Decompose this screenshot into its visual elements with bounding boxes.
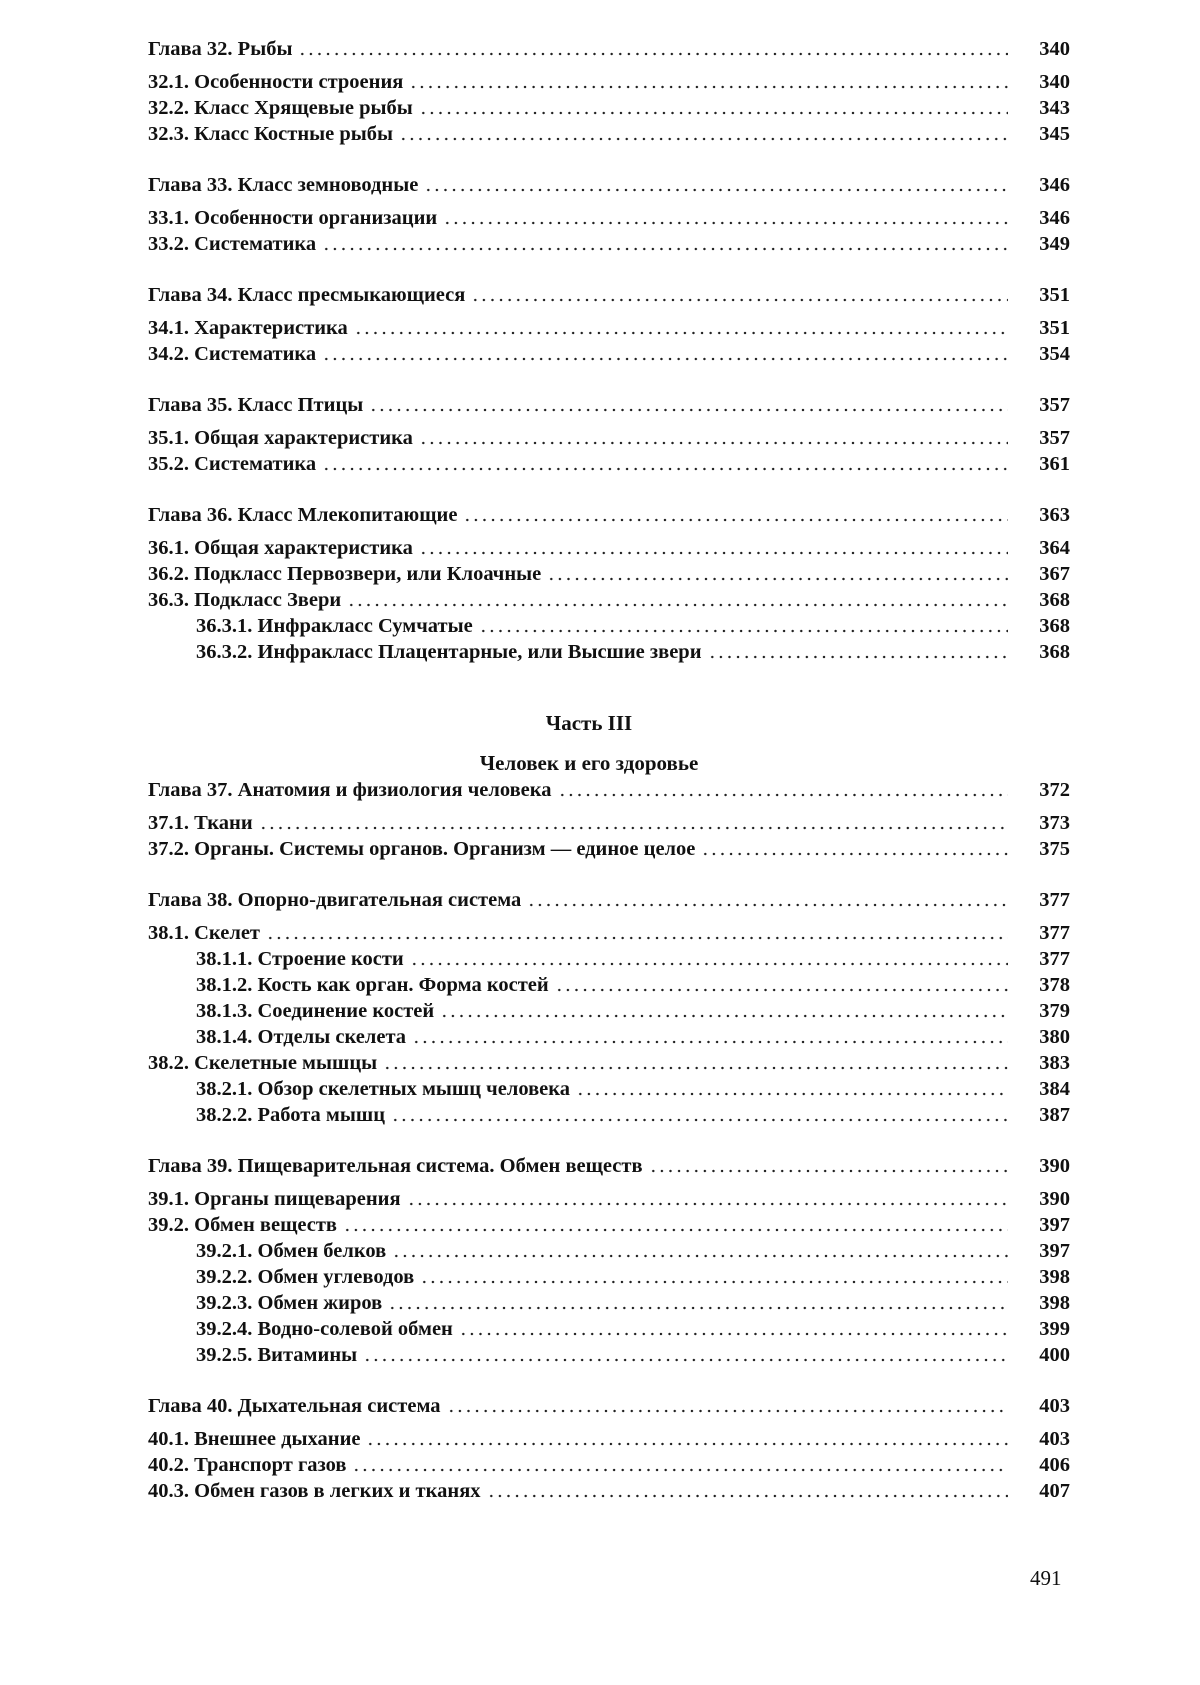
toc-section-entry bbox=[148, 69, 1070, 95]
dot-leader bbox=[419, 551, 1008, 555]
toc-entry-title: 35.2. Систематика bbox=[148, 453, 317, 475]
toc-entry-title: 38.2.2. Работа мышц bbox=[196, 1104, 386, 1126]
dot-leader bbox=[399, 137, 1008, 141]
toc-entry-page: 364 bbox=[1039, 537, 1070, 559]
table-of-contents bbox=[148, 36, 1070, 1504]
dot-leader bbox=[322, 247, 1008, 251]
toc-entry-title: 38.1.1. Строение кости bbox=[196, 948, 404, 970]
toc-section-entry bbox=[148, 1342, 1070, 1368]
toc-entry-page: 375 bbox=[1039, 838, 1070, 860]
toc-entry-page: 378 bbox=[1039, 974, 1070, 996]
toc-section-human bbox=[148, 777, 1070, 1504]
toc-section-entry bbox=[148, 1452, 1070, 1478]
toc-entry-title: Глава 39. Пищеварительная система. Обмен веществ bbox=[148, 1155, 643, 1177]
toc-section-entry bbox=[148, 998, 1070, 1024]
toc-entry-page: 351 bbox=[1039, 284, 1070, 306]
dot-leader bbox=[463, 518, 1008, 522]
toc-entry-title: Глава 35. Класс Птицы bbox=[148, 394, 364, 416]
toc-section-entry bbox=[148, 121, 1070, 147]
toc-section-entry bbox=[148, 1076, 1070, 1102]
toc-section-entry bbox=[148, 451, 1070, 477]
toc-section-entry bbox=[148, 1212, 1070, 1238]
toc-entry-page: 373 bbox=[1039, 812, 1070, 834]
dot-leader bbox=[440, 1014, 1008, 1018]
toc-section-entry bbox=[148, 1050, 1070, 1076]
toc-entry-title: 39.2.1. Обмен белков bbox=[196, 1240, 387, 1262]
toc-section-entry bbox=[148, 587, 1070, 613]
toc-entry-title: 39.1. Органы пищеварения bbox=[148, 1188, 401, 1210]
dot-leader bbox=[388, 1306, 1008, 1310]
toc-entry-page: 379 bbox=[1039, 1000, 1070, 1022]
toc-entry-title: 36.2. Подкласс Первозвери, или Клоачные bbox=[148, 563, 542, 585]
toc-section-entry bbox=[148, 946, 1070, 972]
toc-section-entry bbox=[148, 1102, 1070, 1128]
toc-section-entry bbox=[148, 972, 1070, 998]
toc-section-entry bbox=[148, 425, 1070, 451]
toc-chapter-entry bbox=[148, 1153, 1070, 1179]
toc-chapter-entry bbox=[148, 887, 1070, 913]
toc-chapter-entry bbox=[148, 502, 1070, 528]
toc-entry-page: 407 bbox=[1039, 1480, 1070, 1502]
toc-entry-page: 368 bbox=[1039, 641, 1070, 663]
dot-leader bbox=[412, 1040, 1008, 1044]
toc-entry-title: Глава 36. Класс Млекопитающие bbox=[148, 504, 458, 526]
toc-section-entry bbox=[148, 920, 1070, 946]
toc-section-entry bbox=[148, 810, 1070, 836]
toc-section-entry bbox=[148, 613, 1070, 639]
toc-entry-title: 32.2. Класс Хрящевые рыбы bbox=[148, 97, 413, 119]
toc-entry-page: 357 bbox=[1039, 427, 1070, 449]
toc-entry-page: 349 bbox=[1039, 233, 1070, 255]
dot-leader bbox=[391, 1118, 1008, 1122]
toc-section-entry bbox=[148, 1264, 1070, 1290]
dot-leader bbox=[352, 1468, 1008, 1472]
dot-leader bbox=[708, 655, 1008, 659]
toc-entry-title: 36.3.2. Инфракласс Плацентарные, или Высшие звери bbox=[196, 641, 702, 663]
toc-entry-title: 34.2. Систематика bbox=[148, 343, 317, 365]
toc-entry-page: 397 bbox=[1039, 1214, 1070, 1236]
dot-leader bbox=[407, 1202, 1008, 1206]
toc-entry-title: 39.2. Обмен веществ bbox=[148, 1214, 337, 1236]
toc-entry-page: 368 bbox=[1039, 589, 1070, 611]
dot-leader bbox=[701, 852, 1008, 856]
toc-chapter-entry bbox=[148, 36, 1070, 62]
toc-entry-page: 346 bbox=[1039, 207, 1070, 229]
toc-entry-title: 38.2. Скелетные мышцы bbox=[148, 1052, 378, 1074]
toc-entry-page: 363 bbox=[1039, 504, 1070, 526]
dot-leader bbox=[343, 1228, 1008, 1232]
toc-chapter-entry bbox=[148, 777, 1070, 803]
toc-section-entry bbox=[148, 836, 1070, 862]
toc-entry-title: 39.2.4. Водно-солевой обмен bbox=[196, 1318, 453, 1340]
toc-entry-title: 34.1. Характеристика bbox=[148, 317, 348, 339]
toc-section-entry bbox=[148, 1024, 1070, 1050]
toc-entry-page: 343 bbox=[1039, 97, 1070, 119]
page-number: 491 bbox=[1030, 1566, 1062, 1590]
toc-section-entry bbox=[148, 1238, 1070, 1264]
dot-leader bbox=[366, 1442, 1008, 1446]
dot-leader bbox=[558, 793, 1008, 797]
dot-leader bbox=[347, 603, 1008, 607]
dot-leader bbox=[447, 1409, 1008, 1413]
toc-entry-title: 39.2.5. Витамины bbox=[196, 1344, 358, 1366]
dot-leader bbox=[419, 441, 1008, 445]
dot-leader bbox=[322, 357, 1008, 361]
toc-section-animals bbox=[148, 36, 1070, 665]
toc-entry-page: 345 bbox=[1039, 123, 1070, 145]
toc-section-entry bbox=[148, 1290, 1070, 1316]
dot-leader bbox=[459, 1332, 1008, 1336]
toc-entry-title: 36.3.1. Инфракласс Сумчатые bbox=[196, 615, 473, 637]
toc-section-entry bbox=[148, 535, 1070, 561]
toc-entry-title: Глава 32. Рыбы bbox=[148, 38, 293, 60]
toc-entry-page: 367 bbox=[1039, 563, 1070, 585]
toc-entry-title: 36.3. Подкласс Звери bbox=[148, 589, 342, 611]
dot-leader bbox=[443, 221, 1008, 225]
toc-entry-title: 39.2.3. Обмен жиров bbox=[196, 1292, 383, 1314]
toc-entry-page: 346 bbox=[1039, 174, 1070, 196]
toc-entry-page: 377 bbox=[1039, 922, 1070, 944]
toc-entry-title: 38.2.1. Обзор скелетных мышц человека bbox=[196, 1078, 570, 1100]
toc-entry-title: 38.1.3. Соединение костей bbox=[196, 1000, 435, 1022]
toc-entry-title: Глава 37. Анатомия и физиология человека bbox=[148, 779, 552, 801]
toc-entry-page: 340 bbox=[1039, 71, 1070, 93]
dot-leader bbox=[298, 52, 1008, 56]
toc-section-entry bbox=[148, 341, 1070, 367]
toc-entry-page: 354 bbox=[1039, 343, 1070, 365]
toc-entry-page: 390 bbox=[1039, 1188, 1070, 1210]
toc-entry-title: Глава 38. Опорно-двигательная система bbox=[148, 889, 522, 911]
toc-chapter-entry bbox=[148, 172, 1070, 198]
dot-leader bbox=[419, 111, 1008, 115]
toc-entry-title: 40.3. Обмен газов в легких и тканях bbox=[148, 1480, 481, 1502]
dot-leader bbox=[424, 188, 1008, 192]
dot-leader bbox=[487, 1494, 1008, 1498]
toc-section-entry bbox=[148, 205, 1070, 231]
dot-leader bbox=[527, 903, 1008, 907]
toc-entry-page: 406 bbox=[1039, 1454, 1070, 1476]
toc-chapter-entry bbox=[148, 282, 1070, 308]
toc-entry-title: Глава 40. Дыхательная система bbox=[148, 1395, 441, 1417]
toc-entry-page: 340 bbox=[1039, 38, 1070, 60]
dot-leader bbox=[369, 408, 1008, 412]
dot-leader bbox=[409, 85, 1008, 89]
dot-leader bbox=[354, 331, 1008, 335]
toc-entry-title: 37.2. Органы. Системы органов. Организм — единое целое bbox=[148, 838, 696, 860]
toc-entry-page: 387 bbox=[1039, 1104, 1070, 1126]
toc-entry-page: 377 bbox=[1039, 889, 1070, 911]
dot-leader bbox=[410, 962, 1008, 966]
toc-entry-title: 33.1. Особенности организации bbox=[148, 207, 438, 229]
toc-entry-title: 38.1.4. Отделы скелета bbox=[196, 1026, 407, 1048]
dot-leader bbox=[547, 577, 1008, 581]
toc-entry-page: 383 bbox=[1039, 1052, 1070, 1074]
toc-entry-title: 32.3. Класс Костные рыбы bbox=[148, 123, 394, 145]
toc-entry-title: 38.1. Скелет bbox=[148, 922, 260, 944]
dot-leader bbox=[471, 298, 1008, 302]
toc-section-entry bbox=[148, 1426, 1070, 1452]
dot-leader bbox=[479, 629, 1008, 633]
toc-section-entry bbox=[148, 1186, 1070, 1212]
toc-entry-title: Глава 33. Класс земноводные bbox=[148, 174, 419, 196]
part-title: Часть III bbox=[545, 711, 633, 735]
toc-entry-page: 361 bbox=[1039, 453, 1070, 475]
toc-entry-title: 32.1. Особенности строения bbox=[148, 71, 404, 93]
toc-entry-page: 351 bbox=[1039, 317, 1070, 339]
toc-entry-page: 398 bbox=[1039, 1266, 1070, 1288]
toc-entry-page: 377 bbox=[1039, 948, 1070, 970]
part-heading bbox=[148, 709, 1070, 777]
toc-entry-title: 40.1. Внешнее дыхание bbox=[148, 1428, 361, 1450]
toc-section-entry bbox=[148, 1316, 1070, 1342]
toc-entry-title: 33.2. Систематика bbox=[148, 233, 317, 255]
toc-entry-page: 400 bbox=[1039, 1344, 1070, 1366]
toc-entry-page: 398 bbox=[1039, 1292, 1070, 1314]
toc-entry-title: Глава 34. Класс пресмыкающиеся bbox=[148, 284, 466, 306]
toc-chapter-entry bbox=[148, 1393, 1070, 1419]
toc-entry-page: 403 bbox=[1039, 1428, 1070, 1450]
dot-leader bbox=[576, 1092, 1008, 1096]
dot-leader bbox=[322, 467, 1008, 471]
toc-chapter-entry bbox=[148, 392, 1070, 418]
toc-entry-title: 35.1. Общая характеристика bbox=[148, 427, 413, 449]
toc-entry-page: 384 bbox=[1039, 1078, 1070, 1100]
toc-entry-page: 368 bbox=[1039, 615, 1070, 637]
dot-leader bbox=[266, 936, 1008, 940]
toc-section-entry bbox=[148, 95, 1070, 121]
toc-section-entry bbox=[148, 561, 1070, 587]
toc-entry-page: 380 bbox=[1039, 1026, 1070, 1048]
toc-entry-page: 357 bbox=[1039, 394, 1070, 416]
dot-leader bbox=[420, 1280, 1008, 1284]
toc-section-entry bbox=[148, 231, 1070, 257]
toc-entry-page: 372 bbox=[1039, 779, 1070, 801]
toc-entry-title: 39.2.2. Обмен углеводов bbox=[196, 1266, 415, 1288]
toc-entry-page: 397 bbox=[1039, 1240, 1070, 1262]
dot-leader bbox=[392, 1254, 1008, 1258]
toc-entry-title: 38.1.2. Кость как орган. Форма костей bbox=[196, 974, 549, 996]
dot-leader bbox=[259, 826, 1008, 830]
dot-leader bbox=[363, 1358, 1008, 1362]
toc-entry-title: 40.2. Транспорт газов bbox=[148, 1454, 347, 1476]
dot-leader bbox=[383, 1066, 1008, 1070]
toc-section-entry bbox=[148, 639, 1070, 665]
toc-entry-title: 36.1. Общая характеристика bbox=[148, 537, 413, 559]
part-subtitle: Человек и его здоровье bbox=[479, 751, 699, 775]
toc-entry-page: 399 bbox=[1039, 1318, 1070, 1340]
toc-entry-page: 390 bbox=[1039, 1155, 1070, 1177]
dot-leader bbox=[555, 988, 1008, 992]
toc-entry-page: 403 bbox=[1039, 1395, 1070, 1417]
toc-section-entry bbox=[148, 1478, 1070, 1504]
dot-leader bbox=[649, 1169, 1008, 1173]
toc-entry-title: 37.1. Ткани bbox=[148, 812, 253, 834]
toc-section-entry bbox=[148, 315, 1070, 341]
